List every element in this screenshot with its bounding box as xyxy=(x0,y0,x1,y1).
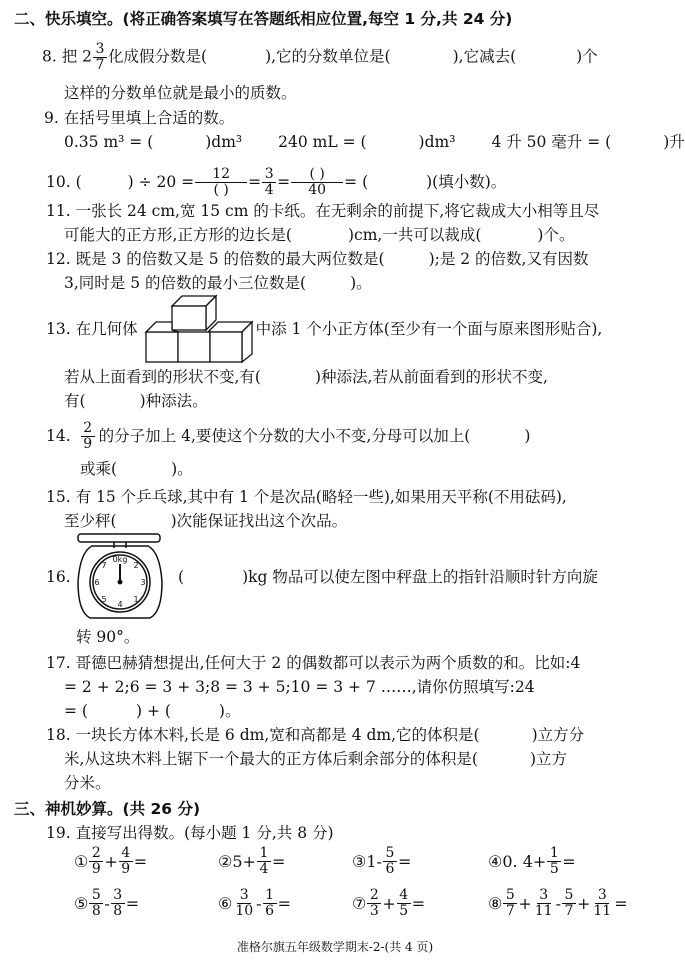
question-9-title: 9. 在括号里填上合适的数。 xyxy=(44,109,235,127)
scale-dial-icon xyxy=(72,532,168,622)
section-title-fill-in: 二、快乐填空。(将正确答案填写在答题纸相应位置,每空 1 分,共 24 分) xyxy=(14,10,513,28)
question-13-line-3: 有( )种添法。 xyxy=(64,392,208,410)
calc-item-6: ⑥ $\frac{3}{10}$ - $\frac{1}{6}$ = xyxy=(218,887,291,919)
question-16-line-2: 转 90°。 xyxy=(76,628,140,646)
dial-label: 7 xyxy=(101,561,107,570)
question-16-line-1: ( )kg 物品可以使左图中秤盘上的指针沿顺时针方向旋 xyxy=(178,568,598,586)
question-18-line-2: 米,从这块木料上锯下一个最大的正方体后剩余部分的体积是( )立方 xyxy=(64,750,568,768)
question-17-line-3: = ( ) + ( )。 xyxy=(64,702,241,720)
question-14-line-2: 或乘( )。 xyxy=(80,460,193,478)
question-11-line-1: 11. 一张长 24 cm,宽 15 cm 的卡纸。在无剩余的前提下,将它裁成大小相等且尽 xyxy=(46,202,600,220)
dial-label: 1 xyxy=(133,595,139,604)
fraction-3-7: $\frac{3}{7}$ xyxy=(93,42,107,73)
calc-item-8: ⑧ $\frac{5}{7}$ + $\frac{3}{11}$ - $\frac{5}{7}$ + $\frac{3}{11}$ = xyxy=(488,887,628,919)
calc-item-5: ⑤ $\frac{5}{8}$ - $\frac{3}{8}$ = xyxy=(74,887,140,919)
calc-item-3: ③ 1- $\frac{5}{6}$ = xyxy=(352,845,412,877)
page-footer: 准格尔旗五年级数学期末-2-(共 4 页) xyxy=(236,940,434,954)
question-8: 8. 把 2 $\frac{3}{7}$ 化成假分数是( ),它的分数单位是( ),它减去( )个 xyxy=(42,41,598,73)
question-17-line-1: 17. 哥德巴赫猜想提出,任何大于 2 的偶数都可以表示为两个质数的和。比如:4 xyxy=(46,654,581,672)
fraction-12-blank: $\frac{12}{( )}$ xyxy=(195,167,247,198)
cube-figure xyxy=(144,294,256,364)
calc-item-1: ① $\frac{2}{9}$ + $\frac{4}{9}$ = xyxy=(74,845,148,877)
dial-label: 2 xyxy=(133,561,139,570)
fraction-2-9: $\frac{2}{9}$ xyxy=(81,421,95,452)
question-11-line-2: 可能大的正方形,正方形的边长是( )cm,一共可以裁成( )个。 xyxy=(64,226,575,244)
section-title-calculation: 三、神机妙算。(共 26 分) xyxy=(14,800,201,818)
dial-label-left: 6 xyxy=(94,578,100,587)
question-16-number: 16. xyxy=(46,568,71,586)
question-13-line-1: 13. 在几何体 中添 1 个小正方体(至少有一个面与原来图形贴合), xyxy=(46,320,603,338)
fraction-3-4: $\frac{3}{4}$ xyxy=(262,167,276,198)
calc-item-7: ⑦ $\frac{2}{3}$ + $\frac{4}{5}$ = xyxy=(352,887,426,919)
question-12-line-2: 3,同时是 5 的倍数的最小三位数是( )。 xyxy=(64,274,372,292)
question-13-line-2: 若从上面看到的形状不变,有( )种添法,若从前面看到的形状不变, xyxy=(64,368,548,386)
fraction-blank-40: $\frac{( )}{40}$ xyxy=(291,167,343,198)
question-18-line-1: 18. 一块长方体木料,长是 6 dm,宽和高都是 4 dm,它的体积是( )立方分 xyxy=(46,726,585,744)
question-19-title: 19. 直接写出得数。(每小题 1 分,共 8 分) xyxy=(46,824,334,842)
question-18-line-3: 分米。 xyxy=(64,774,111,792)
question-15-line-2: 至少秤( )次能保证找出这个次品。 xyxy=(64,512,348,530)
question-17-line-2: = 2 + 2;6 = 3 + 3;8 = 3 + 5;10 = 3 + 7 ……,请你仿照填写:24 xyxy=(64,678,535,696)
question-15-line-1: 15. 有 15 个乒乓球,其中有 1 个是次品(略轻一些),如果用天平称(不用砝码), xyxy=(46,488,567,506)
dial-label: 5 xyxy=(101,595,107,604)
dial-label-right: 3 xyxy=(140,578,146,587)
question-14-line-1: 14. $\frac{2}{9}$ 的分子加上 4,要使这个分数的大小不变,分母可以加上( ) xyxy=(46,419,531,452)
question-8-line-2: 这样的分数单位就是最小的质数。 xyxy=(64,84,297,102)
dial-label-bottom: 4 xyxy=(117,600,123,609)
calc-item-4: ④ 0. 4+ $\frac{1}{5}$ = xyxy=(488,845,576,877)
question-12-line-1: 12. 既是 3 的倍数又是 5 的倍数的最大两位数是( );是 2 的倍数,又有因数 xyxy=(46,250,589,268)
calc-item-2: ② 5+ $\frac{1}{4}$ = xyxy=(218,845,286,877)
question-9-items: 0.35 m³ = ( )dm³ 240 mL = ( )dm³ 4 升 50 毫升 = ( )升 xyxy=(64,133,685,151)
question-10: 10. ( ) ÷ 20 = $\frac{12}{( )}$ = $\frac{3}{4}$ = $\frac{( )}{40}$ = ( )(填小数)。 xyxy=(46,165,507,198)
dial-label-zero: 0kg xyxy=(112,555,128,564)
